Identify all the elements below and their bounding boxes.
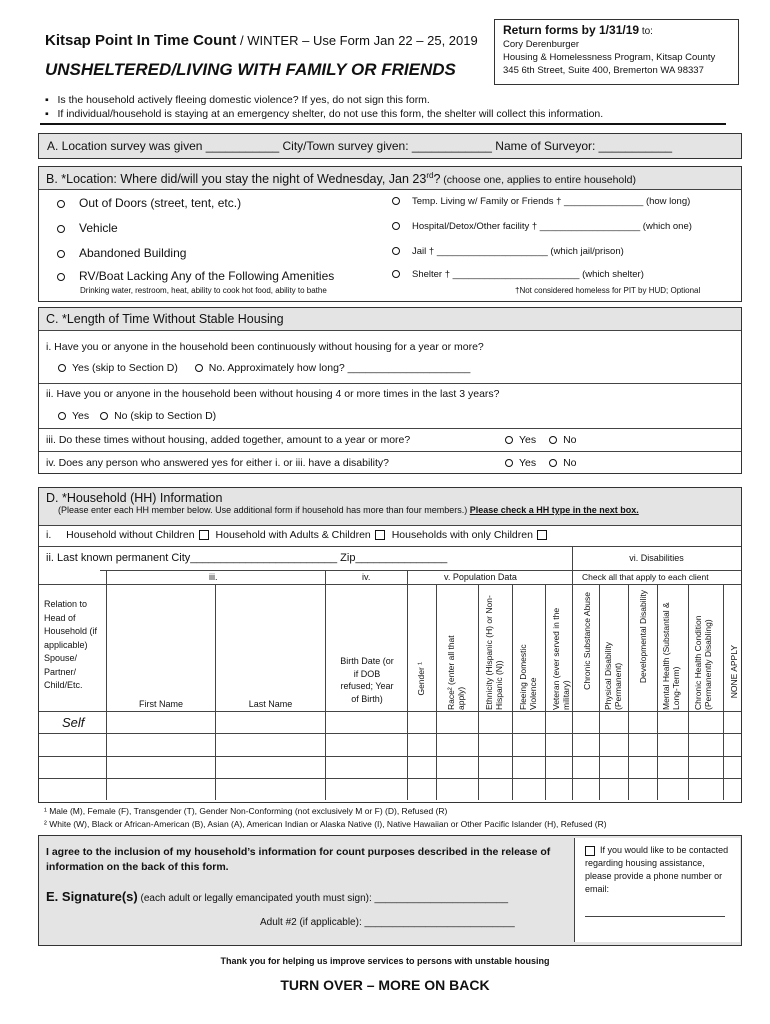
col-veteran: Veteran (ever served in the military) [551,607,571,710]
radio-icon[interactable] [392,222,400,230]
col-substance: Chronic Substance Abuse [582,592,592,690]
contact-input-line[interactable] [585,916,725,917]
location-option-abandoned[interactable]: Abandoned Building [57,246,186,260]
c-q2-no[interactable]: No (skip to Section D) [100,410,216,422]
c-q4-no[interactable]: No [549,457,576,469]
form-subtitle: UNSHELTERED/LIVING WITH FAMILY OR FRIENDS [45,60,456,79]
radio-icon[interactable] [505,436,513,444]
radio-icon[interactable] [549,459,557,467]
hh-type-only-children[interactable]: Households with only Children [392,529,551,541]
hh-type-row: i. Household without Children Household with Adults & Children Households with only Children [46,529,551,541]
b-footnote: †Not considered homeless for PIT by HUD; Optional [515,286,701,295]
return-address: 345 6th Street, Suite 400, Bremerton WA 98337 [503,65,704,76]
location-option-outdoors[interactable]: Out of Doors (street, tent, etc.) [57,196,241,210]
c-q1-options [58,362,470,374]
amenities-list: Drinking water, restroom, heat, ability to cook hot food, ability to bathe [80,286,327,295]
footnote-race: ² White (W), Black or African-American (B), Asian (A), American Indian or Alaska Native (I), Native Hawaiian or Other Pacific Islander (H), Refused (R) [44,819,607,829]
col-physical: Physical Disability (Permanent) [603,641,623,710]
title-main: Kitsap Point In Time Count [45,32,237,49]
return-to: to: [639,26,653,37]
divider [40,123,726,125]
c-q2-options [58,410,216,422]
col-none-apply: NONE APPLY [729,645,739,699]
radio-icon[interactable] [392,270,400,278]
col-gender: Gender ¹ [416,662,426,696]
radio-icon[interactable] [58,364,66,372]
radio-icon[interactable] [195,364,203,372]
checkbox-icon[interactable] [375,530,385,540]
hh-type-no-children[interactable]: Household without Children [66,529,212,541]
table-row[interactable] [40,734,740,755]
radio-icon[interactable] [57,250,65,258]
birth-date-header: Birth Date (or if DOB refused; Year of Birth) [340,656,394,704]
last-name-header: Last Name [248,699,293,709]
section-d-header [39,488,741,525]
c-q1-no[interactable]: No. Approximately how long? _____________________ [195,362,471,374]
radio-icon[interactable] [392,247,400,255]
c-q4-yes[interactable]: Yes [505,457,536,469]
radio-icon[interactable] [57,273,65,281]
title-sub: / WINTER – Use Form Jan 22 – 25, 2019 [236,33,478,48]
adult-2-signature[interactable]: Adult #2 (if applicable): ___________________________ [260,917,515,928]
section-a-text: A. Location survey was given ___________ City/Town survey given: ____________ Name of Surveyor: ___________ [47,139,673,153]
location-option-shelter[interactable]: Shelter † ________________________ (which shelter) [392,269,644,280]
relation-header: Relation to Head of Household (if applicable) Spouse/ Partner/ Child/Etc. [44,599,98,690]
bullet-item: ▪ If individual/household is staying at an emergency shelter, do not use this form, the shelter will collect this information. [45,108,604,120]
form-title [45,32,478,49]
section-b-title: B. *Location: Where did/will you stay the night of Wednesday, Jan 23 [46,172,427,187]
c-q4-options [505,457,577,469]
location-option-hospital[interactable]: Hospital/Detox/Other facility † ___________________ (which one) [392,221,692,232]
hh-type-adults-children[interactable]: Household with Adults & Children [216,529,389,541]
section-c-header [39,308,741,330]
c-q3-yes[interactable]: Yes [505,434,536,446]
c-question-2: ii. Have you or anyone in the household been without housing 4 or more times in the last 3 years? [46,388,500,400]
section-b-header: B. *Location: Where did/will you stay the night of Wednesday, Jan 23rd? (choose one, applies to entire household) [39,167,741,189]
bullet-list [45,93,603,121]
location-option-jail[interactable]: Jail † _____________________ (which jail/prison) [392,246,624,257]
self-label: Self [62,715,85,730]
turn-over-text: TURN OVER – MORE ON BACK [280,977,490,993]
table-row[interactable] [40,757,740,777]
checkbox-icon[interactable] [537,530,547,540]
footnote-gender: ¹ Male (M), Female (F), Transgender (T), Gender Non-Conforming (not exclusively M or F) (D), Refused (R) [44,806,448,816]
radio-icon[interactable] [57,200,65,208]
bullet-item: ▪ Is the household actively fleeing domestic violence? If yes, do not sign this form. [45,94,430,106]
population-label: v. Population Data [444,572,517,582]
iv-label: iv. [362,572,371,582]
contact-text: If you would like to be contacted regarding housing assistance, please provide a phone number or email: [585,845,729,894]
section-a[interactable] [38,133,742,159]
table-row[interactable] [40,779,740,800]
first-name-header: First Name [138,699,183,709]
location-option-vehicle[interactable]: Vehicle [57,221,118,235]
radio-icon[interactable] [57,225,65,233]
location-option-rv[interactable]: RV/Boat Lacking Any of the Following Amenities [57,269,334,283]
iii-label: iii. [209,572,218,582]
checkbox-icon[interactable] [199,530,209,540]
signature-line[interactable]: E. Signature(s) (each adult or legally emancipated youth must sign): ________________________ [46,889,509,904]
c-q2-yes[interactable]: Yes [58,410,89,422]
col-fleeing-dv: Fleeing Domestic Violence [518,644,538,710]
return-deadline: Return forms by 1/31/19 [503,23,640,37]
radio-icon[interactable] [549,436,557,444]
table-row[interactable] [40,712,740,732]
checkbox-icon[interactable] [585,846,595,856]
c-question-4: iv. Does any person who answered yes for either i. or iii. have a disability? [46,457,389,469]
c-question-3: iii. Do these times without housing, added together, amount to a year or more? [46,434,411,446]
last-known-city[interactable]: ii. Last known permanent City________________________ Zip_______________ [46,552,448,564]
radio-icon[interactable] [505,459,513,467]
c-q3-options [505,434,577,446]
radio-icon[interactable] [100,412,108,420]
c-q1-yes[interactable]: Yes (skip to Section D) [58,362,178,374]
section-d-note: (Please enter each HH member below. Use additional form if household has more than four members.) Please check a HH type in the next box. [58,505,639,515]
col-ethnicity: Ethnicity (Hispanic (H) or Non-Hispanic (N)) [484,595,504,710]
col-mental-health: Mental Health (Substantial & Long-Term) [661,602,681,710]
return-dept: Housing & Homelessness Program, Kitsap County [503,52,716,63]
agree-text: I agree to the inclusion of my household’s information for count purposes described in the release of information on the back of this form. [46,846,551,873]
section-b-note: (choose one, applies to entire household) [440,174,636,187]
section-d-title: D. *Household (HH) Information [46,491,223,505]
location-option-temp[interactable]: Temp. Living w/ Family or Friends † _______________ (how long) [392,196,690,207]
section-c-title: C. *Length of Time Without Stable Housing [46,312,284,326]
contact-box[interactable] [574,838,740,942]
c-q3-no[interactable]: No [549,434,576,446]
return-name: Cory Derenburger [503,39,580,50]
col-chronic-health: Chronic Health Condition (Permanently Disabling) [693,615,713,710]
col-developmental: Developmental Disability [638,590,648,684]
radio-icon[interactable] [392,197,400,205]
check-all-label: Check all that apply to each client [582,572,709,582]
radio-icon[interactable] [58,412,66,420]
thanks-text: Thank you for helping us improve services to persons with unstable housing [220,956,550,966]
c-question-1: i. Have you or anyone in the household been continuously without housing for a year or more? [46,341,484,353]
disabilities-label: vi. Disabilities [629,553,684,563]
return-box [494,19,739,85]
col-race: Race² (enter all that apply) [446,635,466,710]
